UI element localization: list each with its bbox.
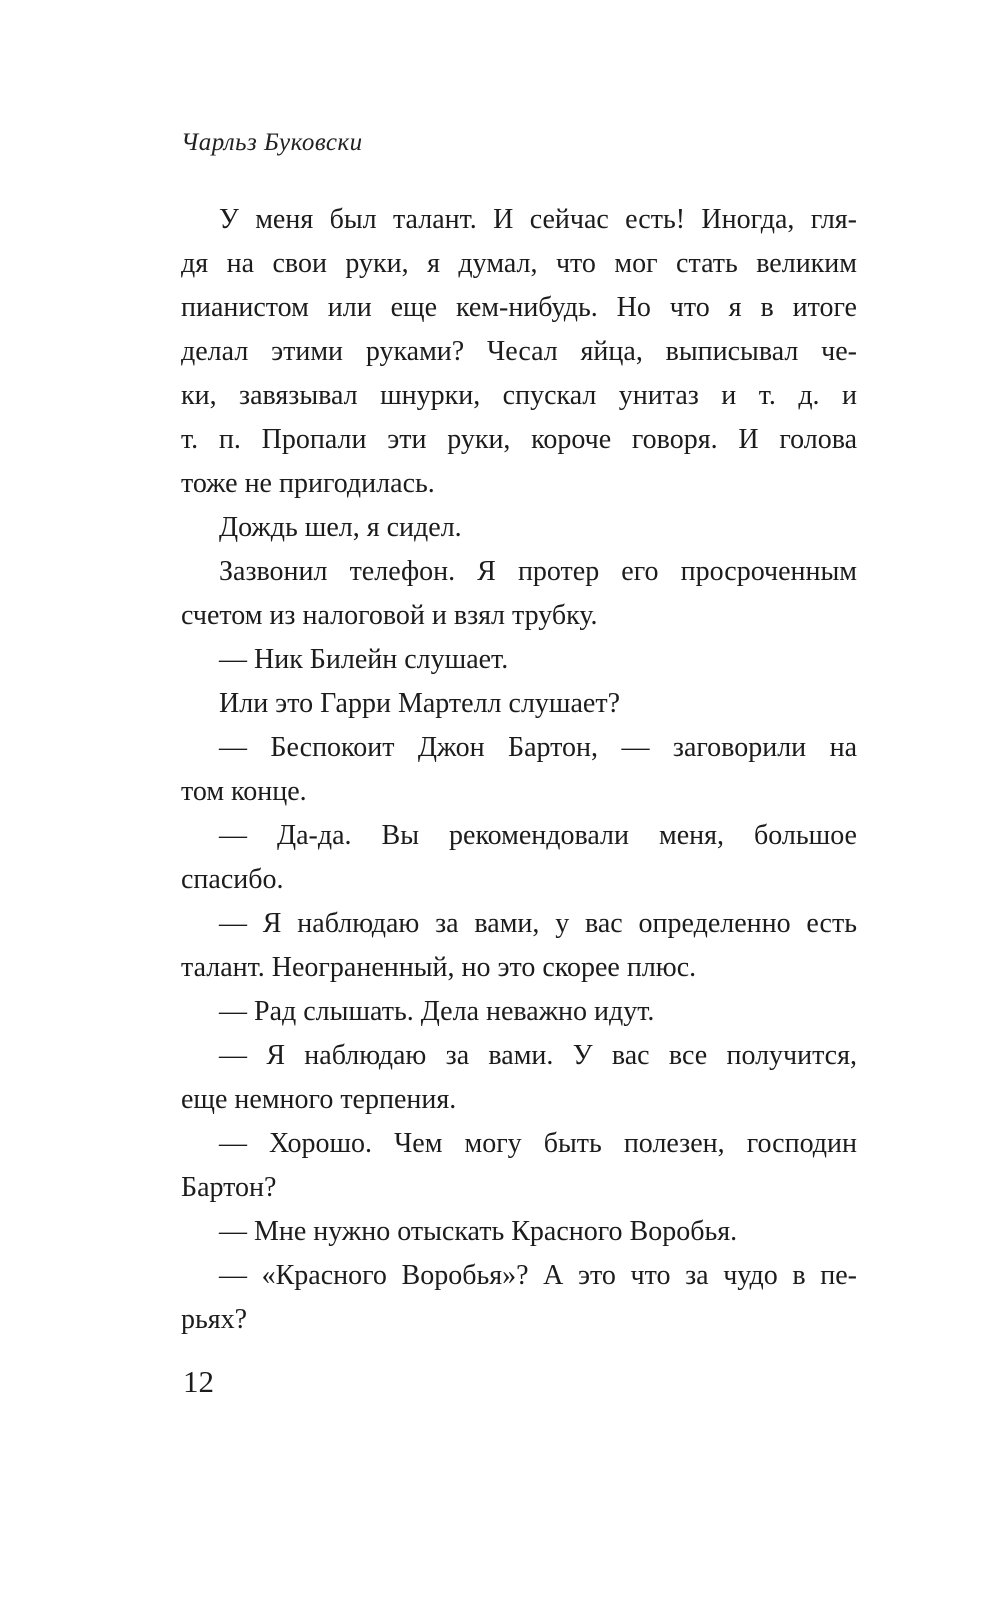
- page-number: 12: [183, 1364, 214, 1399]
- text-line: еще немного терпения.: [181, 1084, 457, 1115]
- text-line: Бартон?: [181, 1172, 277, 1203]
- paragraph: [181, 638, 857, 682]
- text-line: Зазвонил телефон. Я протер его просроченным: [219, 556, 857, 587]
- text-line: том конце.: [181, 776, 307, 807]
- page-body: [181, 198, 857, 1342]
- text-line: — Да-да. Вы рекомендовали меня, большое: [219, 820, 857, 851]
- paragraph: [181, 1122, 857, 1210]
- text-line: — «Красного Воробья»? А это что за чудо в пе-: [219, 1260, 857, 1291]
- text-line: Или это Гарри Мартелл слушает?: [219, 688, 621, 719]
- text-line: делал этими руками? Чесал яйца, выписывал че-: [181, 336, 857, 367]
- paragraph: [181, 1254, 857, 1342]
- text-line: — Беспокоит Джон Бартон, — заговорили на: [219, 732, 857, 763]
- text-line: — Хорошо. Чем могу быть полезен, господин: [219, 1128, 857, 1159]
- text-line: — Ник Билейн слушает.: [219, 644, 509, 675]
- paragraph: [181, 726, 857, 814]
- text-line: спасибо.: [181, 864, 284, 895]
- text-line: — Я наблюдаю за вами, у вас определенно есть: [219, 908, 857, 939]
- text-line: Дождь шел, я сидел.: [219, 512, 462, 543]
- text-line: У меня был талант. И сейчас есть! Иногда, гля-: [219, 204, 857, 235]
- paragraph: [181, 1034, 857, 1122]
- text-line: пианистом или еще кем-нибудь. Но что я в итоге: [181, 292, 857, 323]
- paragraph: [181, 198, 857, 506]
- paragraph: [181, 506, 857, 550]
- text-line: ки, завязывал шнурки, спускал унитаз и т. д. и: [181, 380, 857, 411]
- text-line: т. п. Пропали эти руки, короче говоря. И голова: [181, 424, 857, 455]
- text-line: — Мне нужно отыскать Красного Воробья.: [219, 1216, 738, 1247]
- paragraph: [181, 902, 857, 990]
- text-line: — Рад слышать. Дела неважно идут.: [219, 996, 655, 1027]
- running-header: Чарльз Буковски: [181, 129, 363, 156]
- paragraph: [181, 814, 857, 902]
- text-line: счетом из налоговой и взял трубку.: [181, 600, 598, 631]
- paragraph: [181, 990, 857, 1034]
- text-line: — Я наблюдаю за вами. У вас все получится,: [219, 1040, 857, 1071]
- text-line: тоже не пригодилась.: [181, 468, 435, 499]
- paragraph: [181, 550, 857, 638]
- text-block: [181, 128, 857, 1342]
- text-line: рьях?: [181, 1304, 248, 1335]
- paragraph: [181, 682, 857, 726]
- paragraph: [181, 1210, 857, 1254]
- text-line: талант. Неограненный, но это скорее плюс.: [181, 952, 697, 983]
- text-line: дя на свои руки, я думал, что мог стать великим: [181, 248, 857, 279]
